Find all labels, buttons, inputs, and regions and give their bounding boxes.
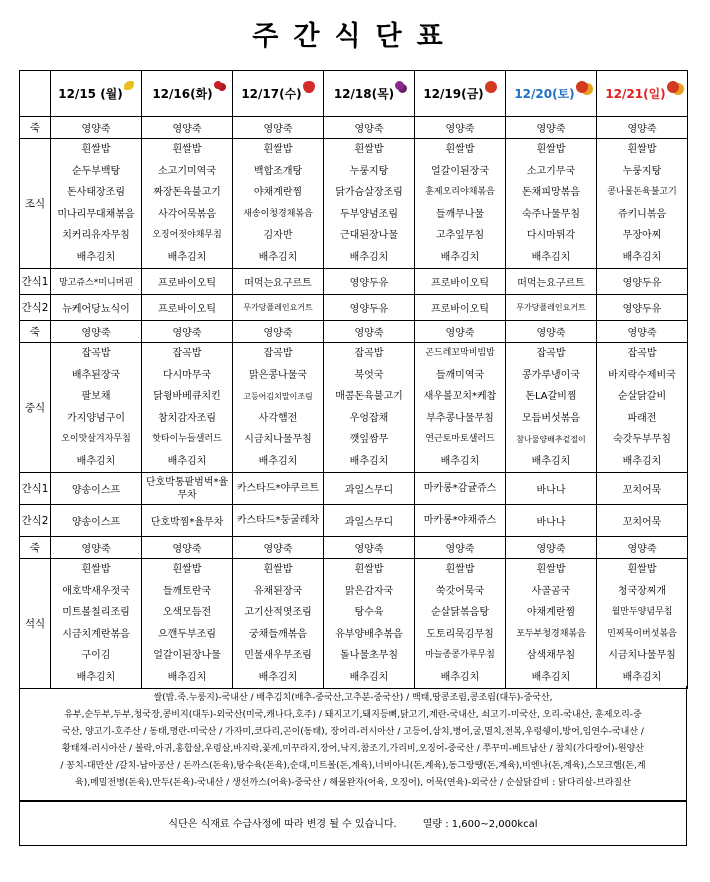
menu-cell: 영양죽 xyxy=(324,321,415,343)
snack1-am-row xyxy=(20,269,688,295)
menu-cell: 카스타드*야쿠르트 xyxy=(233,473,324,505)
juk-row-noon xyxy=(20,321,688,343)
apple-icon xyxy=(485,81,497,93)
juk-row-evening xyxy=(20,537,688,559)
fruit-basket-icon xyxy=(667,81,679,93)
menu-cell: 영양죽 xyxy=(597,117,688,139)
meal-cell: 흰쌀밥 소고기미역국 짜장돈육불고기 사각어묵볶음 오징어젓야채무침 배추김치 xyxy=(142,139,233,269)
menu-cell: 무가당플레인요거트 xyxy=(233,295,324,321)
menu-cell: 영양죽 xyxy=(415,537,506,559)
menu-cell: 망고쥬스*미니머핀 xyxy=(51,269,142,295)
day-header: 12/17(수) xyxy=(233,71,324,117)
meal-cell: 잡곡밥 다시마무국 닭윙바베큐치킨 참치감자조림 핫타이누들샐러드 배추김치 xyxy=(142,343,233,473)
origin-info xyxy=(19,686,687,801)
meal-cell: 잡곡밥 콩가루냉이국 돈LA갈비찜 모듬버섯볶음 참나물양배추겉절이 배추김치 xyxy=(506,343,597,473)
meal-cell: 흰쌀밥 애호박새우젓국 미트볼칠리조림 시금치계란볶음 구이김 배추김치 xyxy=(51,559,142,689)
header-corner xyxy=(20,71,51,117)
meal-cell: 잡곡밥 맑은콩나물국 고등어김치말이조림 사각햄전 시금치나물무침 배추김치 xyxy=(233,343,324,473)
menu-cell: 영양두유 xyxy=(324,295,415,321)
row-label: 중식 xyxy=(20,343,51,473)
menu-cell: 영양두유 xyxy=(597,269,688,295)
menu-cell: 프로바이오틱 xyxy=(142,269,233,295)
page-title: 주간식단표 xyxy=(252,21,458,52)
origin-line: / 꽁치-대만산 /갈치-남아공산 / 돈까스(돈육),탕수육(돈육),순대,미트볼(돈,계육),너비아니(돈,계육),동그랑땡(돈,계육),비엔나(돈,계육),스모크햄(돈,계 xyxy=(60,761,646,771)
menu-cell: 영양두유 xyxy=(324,269,415,295)
meal-cell: 잡곡밥 북엇국 매콤돈육불고기 우엉잡채 깻잎쌈무 배추김치 xyxy=(324,343,415,473)
day-header: 12/18(목) xyxy=(324,71,415,117)
menu-cell: 영양죽 xyxy=(233,537,324,559)
snack1-pm-row xyxy=(20,473,688,505)
row-label: 간식2 xyxy=(20,505,51,537)
row-label: 간식1 xyxy=(20,473,51,505)
menu-cell: 영양죽 xyxy=(51,321,142,343)
meal-cell: 흰쌀밥 유채된장국 고기산적엿조림 궁채들깨볶음 민물새우무조림 배추김치 xyxy=(233,559,324,689)
row-label: 석식 xyxy=(20,559,51,689)
day-header: 12/16(화) xyxy=(142,71,233,117)
header-row xyxy=(20,71,688,117)
calorie-text: 열량 : 1,600~2,000kcal xyxy=(422,819,538,830)
row-label: 죽 xyxy=(20,537,51,559)
menu-cell: 과일스무디 xyxy=(324,505,415,537)
menu-cell: 영양죽 xyxy=(51,537,142,559)
meal-cell: 잡곡밥 배추된장국 팔보채 가지양념구이 오이맛살겨자무침 배추김치 xyxy=(51,343,142,473)
notice-box xyxy=(19,801,687,846)
menu-cell: 뉴케어당뇨식이 xyxy=(51,295,142,321)
menu-cell: 프로바이오틱 xyxy=(142,295,233,321)
snack2-am-row xyxy=(20,295,688,321)
menu-cell: 영양죽 xyxy=(597,321,688,343)
meal-cell: 흰쌀밥 순두부백탕 돈사태장조림 미나리무대채볶음 치커리유자무침 배추김치 xyxy=(51,139,142,269)
menu-cell: 꼬치어묵 xyxy=(597,473,688,505)
meal-cell: 흰쌀밥 백합조개탕 야채계란찜 새송이청경채볶음 김자반 배추김치 xyxy=(233,139,324,269)
day-header-saturday: 12/20(토) xyxy=(506,71,597,117)
meal-cell: 흰쌀밥 소고기무국 돈채피망볶음 숙주나물무침 다시마튀각 배추김치 xyxy=(506,139,597,269)
menu-cell: 영양죽 xyxy=(506,117,597,139)
cherry-icon xyxy=(214,81,222,89)
menu-cell: 양송이스프 xyxy=(51,473,142,505)
meal-cell: 흰쌀밥 쑥갓어묵국 순살닭볶음탕 도토리묵김무침 마늘종콩가루무침 배추김치 xyxy=(415,559,506,689)
origin-line: 황태채-러시아산 / 볼락,아귀,홍합살,우렁살,바지락,꽃게,미꾸라지,장어,낙지,참조기,가리비,오징어-중국산 / 쭈꾸미-베트남산 / 참치(가다랑어)-원양산 xyxy=(62,744,644,754)
menu-cell: 영양죽 xyxy=(324,117,415,139)
menu-cell: 영양죽 xyxy=(506,537,597,559)
strawberry-icon xyxy=(303,81,315,93)
juk-row-morning xyxy=(20,117,688,139)
row-label: 죽 xyxy=(20,321,51,343)
meal-cell: 흰쌀밥 청국장찌개 월만두양념무침 민찌묵이버섯볶음 시금치나물무침 배추김치 xyxy=(597,559,688,689)
day-header: 12/15 (월) xyxy=(51,71,142,117)
fruit-basket-icon xyxy=(576,81,588,93)
menu-cell: 마카롱*야채쥬스 xyxy=(415,505,506,537)
meal-cell: 잡곡밥 바지락수제비국 순살닭갈비 파래전 숙갓두부무침 배추김치 xyxy=(597,343,688,473)
origin-line: 쌀(밥.죽.누룽지)-국내산 / 배추김치(배추-중국산,고추분-중국산) / 백태,땅콩조림,콩조림(대두)-중국산, xyxy=(153,693,553,703)
meal-cell: 흰쌀밥 맑은감자국 탕수육 유부양배추볶음 돌나물초무침 배추김치 xyxy=(324,559,415,689)
banana-icon xyxy=(124,81,134,90)
meal-cell: 흰쌀밥 들깨토란국 오색모듬전 으깬두부조림 얼갈이된장나물 배추김치 xyxy=(142,559,233,689)
menu-cell: 마카롱*감귤쥬스 xyxy=(415,473,506,505)
meal-cell: 흰쌀밥 누룽지탕 닭가슴살장조림 두부양념조림 근대된장나물 배추김치 xyxy=(324,139,415,269)
menu-cell: 영양죽 xyxy=(233,321,324,343)
menu-cell: 영양죽 xyxy=(415,321,506,343)
origin-line: 유부,순두부,두부,청국장,콩비지(대두)-외국산(미국,캐나다,호주) / 돼지고기,돼지등뼈,닭고기,계란-국내산, 쇠고기-미국산, 오리-국내산, 훈제오리-중 xyxy=(64,710,642,720)
menu-cell: 영양죽 xyxy=(142,537,233,559)
menu-cell: 카스타드*둥굴레차 xyxy=(233,505,324,537)
day-header-sunday: 12/21(일) xyxy=(597,71,688,117)
snack2-pm-row xyxy=(20,505,688,537)
menu-cell: 영양죽 xyxy=(142,321,233,343)
breakfast-row xyxy=(20,139,688,269)
day-header: 12/19(금) xyxy=(415,71,506,117)
menu-cell: 프로바이오틱 xyxy=(415,295,506,321)
menu-cell: 단호박통팥범벅*율무차 xyxy=(142,473,233,505)
menu-cell: 떠먹는요구르트 xyxy=(506,269,597,295)
menu-cell: 떠먹는요구르트 xyxy=(233,269,324,295)
row-label: 간식1 xyxy=(20,269,51,295)
menu-cell: 영양죽 xyxy=(51,117,142,139)
origin-line: 국산, 양고기-호주산 / 동태,명란-미국산 / 가자미,코다리,곤이(동태), 장어리-러시아산 / 고등어,삼치,병어,굴,멸치,전복,우렁쉥이,방어,임연수-국내산 / xyxy=(62,727,644,737)
origin-line: 육),메밀전병(돈육),만두(돈육)-국내산 / 생선까스(어육)-중국산 / 해물완자(어육, 오징어), 어묵(연육)-외국산 / 순살닭갈비 : 닭다리살-브라질산 xyxy=(75,778,631,788)
dinner-row xyxy=(20,559,688,689)
notice-text: 식단은 식재료 수급사정에 따라 변경 될 수 있습니다. xyxy=(168,819,397,830)
menu-cell: 프로바이오틱 xyxy=(415,269,506,295)
row-label: 간식2 xyxy=(20,295,51,321)
menu-cell: 바나나 xyxy=(506,505,597,537)
menu-cell: 영양죽 xyxy=(142,117,233,139)
menu-cell: 영양두유 xyxy=(597,295,688,321)
menu-cell: 영양죽 xyxy=(506,321,597,343)
menu-cell: 꼬치어묵 xyxy=(597,505,688,537)
menu-table xyxy=(19,70,688,689)
menu-cell: 영양죽 xyxy=(324,537,415,559)
menu-cell: 영양죽 xyxy=(597,537,688,559)
menu-cell: 무가당플레인요거트 xyxy=(506,295,597,321)
lunch-row xyxy=(20,343,688,473)
row-label: 죽 xyxy=(20,117,51,139)
row-label: 조식 xyxy=(20,139,51,269)
meal-cell: 곤드레꼬막비빔밥 들깨미역국 새우볼꼬치*케찹 부추콩나물무침 연근토마토샐러드 배추김치 xyxy=(415,343,506,473)
menu-cell: 영양죽 xyxy=(233,117,324,139)
menu-cell: 영양죽 xyxy=(415,117,506,139)
meal-cell: 흰쌀밥 얼갈이된장국 훈제오리야채볶음 들깨무나물 고추잎무침 배추김치 xyxy=(415,139,506,269)
menu-cell: 단호박찜*율무차 xyxy=(142,505,233,537)
menu-cell: 과일스무디 xyxy=(324,473,415,505)
meal-cell: 흰쌀밥 사골곰국 야채계란찜 포두부청경채볶음 삼색채무침 배추김치 xyxy=(506,559,597,689)
menu-cell: 양송이스프 xyxy=(51,505,142,537)
meal-cell: 흰쌀밥 누룽지탕 콩나물돈육불고기 쥬키니볶음 무장아찌 배추김치 xyxy=(597,139,688,269)
grape-icon xyxy=(395,81,404,90)
menu-cell: 바나나 xyxy=(506,473,597,505)
